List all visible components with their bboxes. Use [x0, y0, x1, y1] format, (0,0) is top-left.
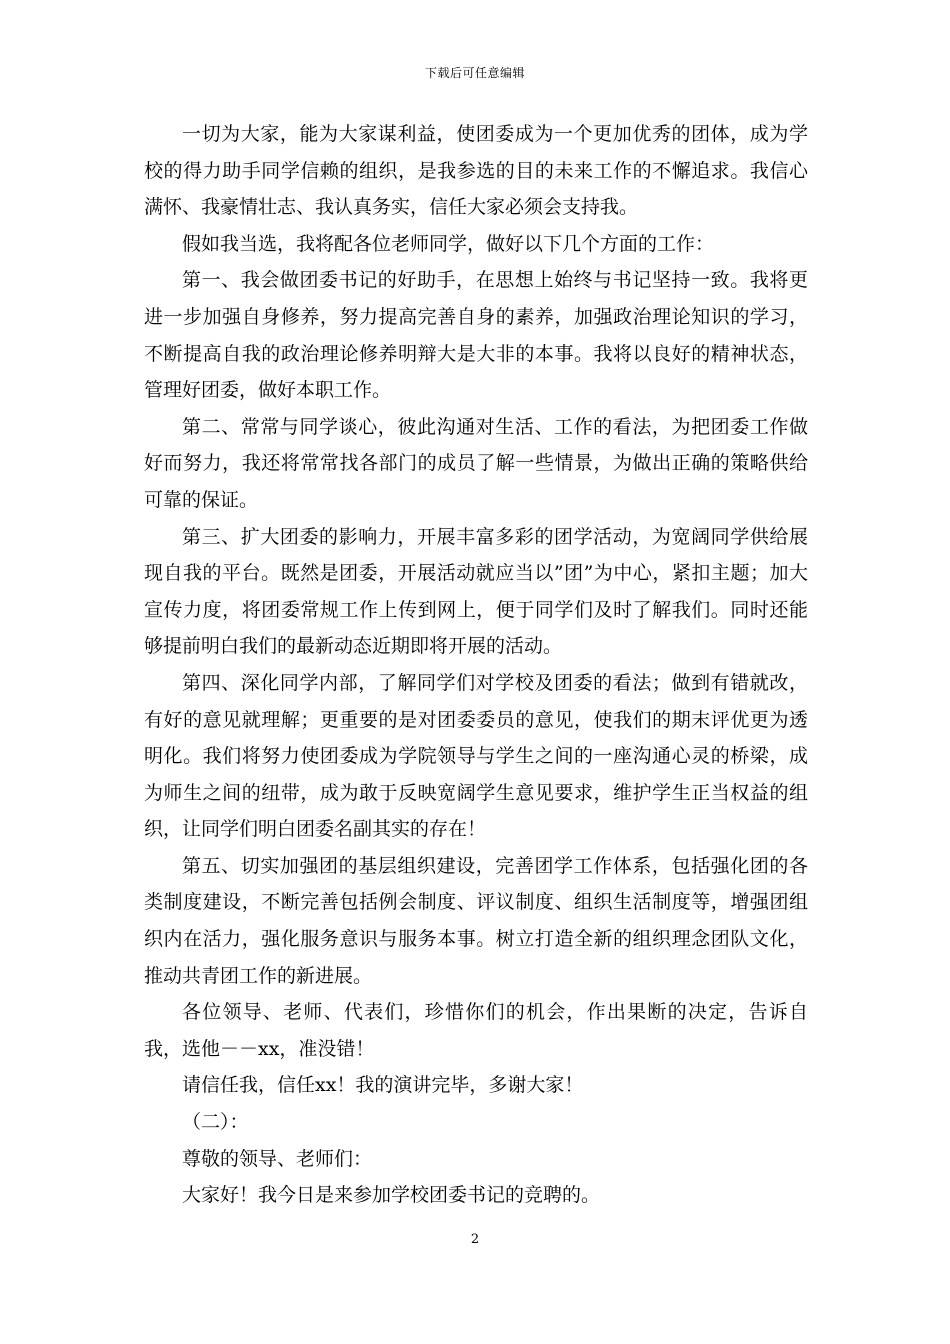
paragraph: 大家好！我今日是来参加学校团委书记的竞聘的。 — [182, 1184, 601, 1207]
page-number: 2 — [470, 1232, 480, 1247]
paragraph: 请信任我，信任xx！我的演讲完毕，多谢大家！ — [182, 1074, 584, 1097]
document-body — [144, 116, 808, 1214]
paragraph: 假如我当选，我将配各位老师同学，做好以下几个方面的工作： — [182, 232, 715, 255]
paragraph: 尊敬的领导、老师们： — [182, 1147, 373, 1170]
page-header: 下载后可任意编辑 — [424, 66, 525, 80]
paragraph: 一切为大家，能为大家谋利益，使团委成为一个更加优秀的团体，成为学校的得力助手同学信赖的组织，是我参选的目的未来工作的不懈追求。我信心满怀、我豪情壮志、我认真务实，信任大家必须会支持我。 — [144, 123, 808, 219]
paragraph: （二）： — [182, 1111, 249, 1134]
paragraph: 第一、我会做团委书记的好助手，在思想上始终与书记坚持一致。我将更进一步加强自身修养，努力提高完善自身的素养，加强政治理论知识的学习，不断提高自我的政治理论修养明辩大是大非的本事。我将以良好的精神状态，管理好团委，做好本职工作。 — [144, 269, 808, 402]
paragraph: 第四、深化同学内部，了解同学们对学校及团委的看法；做到有错就改，有好的意见就理解；更重要的是对团委委员的意见，使我们的期末评优更为透明化。我们将努力使团委成为学院领导与学生之间的一座沟通心灵的桥梁，成为师生之间的纽带，成为敢于反映宽阔学生意见要求，维护学生正当权益的组织，让同学们明白团委名副其实的存在！ — [144, 671, 808, 841]
paragraph: 第二、常常与同学谈心，彼此沟通对生活、工作的看法，为把团委工作做好而努力，我还将常常找各部门的成员了解一些情景，为做出正确的策略供给可靠的保证。 — [144, 415, 808, 511]
paragraph: 第五、切实加强团的基层组织建设，完善团学工作体系，包括强化团的各类制度建设，不断完善包括例会制度、评议制度、组织生活制度等，增强团组织内在活力，强化服务意识与服务本事。树立打造全新的组织理念团队文化，推动共青团工作的新进展。 — [144, 854, 808, 987]
paragraph: 各位领导、老师、代表们，珍惜你们的机会，作出果断的决定，告诉自我，选他－－xx，准没错！ — [144, 1001, 808, 1060]
paragraph: 第三、扩大团委的影响力，开展丰富多彩的团学活动，为宽阔同学供给展现自我的平台。既然是团委，开展活动就应当以”团”为中心，紧扣主题；加大宣传力度，将团委常规工作上传到网上，便于同学们及时了解我们。同时还能够提前明白我们的最新动态近期即将开展的活动。 — [144, 525, 808, 658]
